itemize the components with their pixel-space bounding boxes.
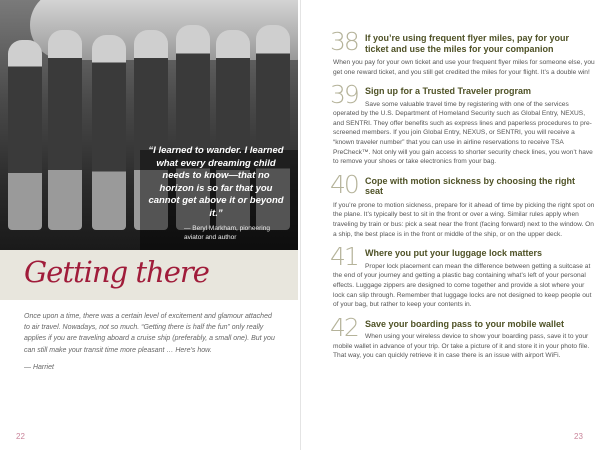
page-number: 22 (16, 432, 25, 441)
tip-body: If you’re prone to motion sickness, prepare for it ahead of time by picking the right spot on the plane. It’s typically best to sit in the front or over a wing. Similar rules apply when traveling by train or bus: pick a seat near the front (facing forward) next to the window. On a ship, the best place is in the front or middle of the ship, or on the upper deck. (333, 201, 595, 238)
vintage-flight-attendants-photo (0, 0, 298, 250)
tip-body: Save some valuable travel time by registering with one of the services operated by the U.S. Department of Homeland Security such as Global Entry, NEXUS, and SENTRI. They offer benefits such as express lines and paperless procedures to pre-screened members. If you join Global Entry, NEXUS, or SENTRI, you will receive a “known traveler number” that you can use in airline reservations to receive TSA PreCheck™. Not only will you gain access to shorter security check lines, you won’t have to remove your shoes or take electronics from your bag. (333, 100, 593, 166)
tip-38 (330, 27, 595, 77)
quote-block (148, 145, 284, 242)
tip-body: When using your wireless device to show your boarding pass, save it to your mobile wallet in advance of your trip. Or take a picture of it and store it in your photo file. That way, you can quickly retrieve it in case there is an issue with airport WiFi. (333, 333, 590, 360)
tip-number: 38 (330, 27, 358, 56)
photo-quote: “I learned to wander. I learned what every dreaming child needs to know—that no horizon is so far that you cannot get above it or beyond it.” (148, 145, 284, 219)
tip-body: Proper lock placement can mean the difference between getting a suitcase at the end of your journey and getting a plastic bag containing what’s left of your personal effects. Luggage zippers are designed to come together and provide a slot where your lock can slip through. Remember that luggage locks are not designed to keep people out of your bag, but rather to keep your contents in. (333, 262, 592, 309)
intro-paragraph: Once upon a time, there was a certain level of excitement and glamour attached to air travel. Nowadays, not so much. “Getting there is half the fun” only really applies if you are traveling aboard a cruise ship (preferably, a small one). But you can still make your transit time more pleasant … Here’s how. (24, 313, 275, 354)
intro-block (24, 311, 276, 373)
tip-40 (330, 169, 595, 239)
tip-heading: Where you put your luggage lock matters (365, 248, 543, 259)
page-number: 23 (574, 432, 583, 441)
quote-attribution: — Beryl Markham, pioneering aviator and author (184, 225, 270, 241)
tip-number: 40 (330, 169, 358, 199)
tip-heading: Cope with motion sickness by choosing the right seat (365, 175, 576, 197)
tip-heading: Save your boarding pass to your mobile wallet (365, 318, 565, 329)
author-signature: — Harriet (24, 363, 54, 371)
tips-list (330, 27, 595, 361)
tip-42 (330, 312, 595, 361)
tip-heading: If you’re using frequent flyer miles, pay for your ticket and use the miles for your companion (365, 33, 570, 54)
person-figure (8, 40, 42, 230)
tip-39 (330, 80, 595, 167)
tip-body: When you pay for your own ticket and use your frequent flyer miles for someone else, you get one reward ticket, and you still get credited the miles for your flight. It’s a double win! (333, 59, 595, 76)
right-page (300, 0, 600, 450)
tip-41 (330, 242, 595, 309)
tip-number: 39 (330, 80, 358, 110)
person-figure (48, 30, 82, 230)
chapter-title: Getting there (24, 255, 209, 289)
tip-heading: Sign up for a Trusted Traveler program (365, 86, 532, 97)
tip-number: 42 (330, 312, 358, 342)
person-figure (92, 35, 126, 230)
tip-number: 41 (330, 242, 358, 272)
